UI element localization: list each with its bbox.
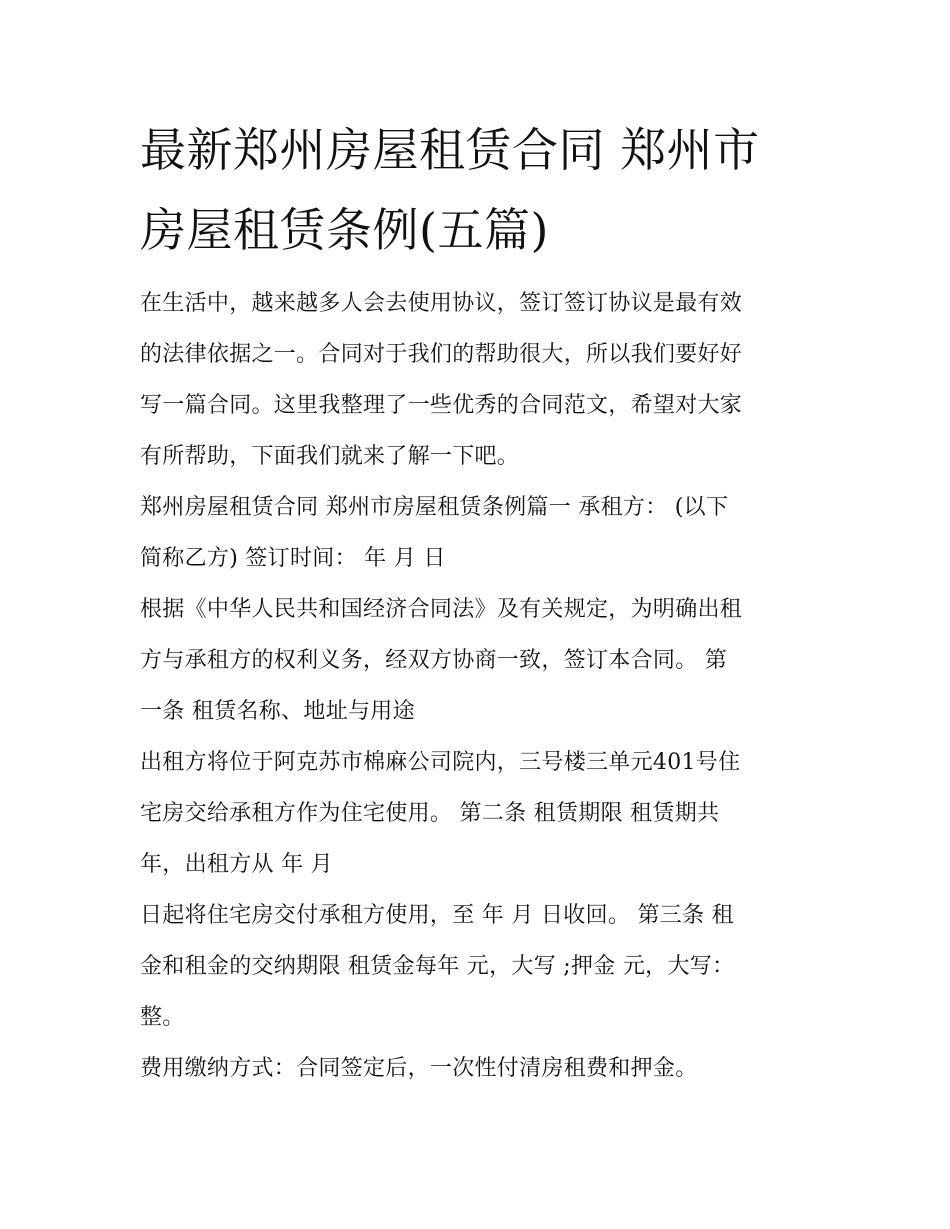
- text-line: 写一篇合同。这里我整理了一些优秀的合同范文，希望对大家: [140, 393, 743, 418]
- title-line-2: 房屋租赁条例(五篇): [140, 203, 549, 257]
- text-line: 简称乙方) 签订时间： 年 月 日: [140, 546, 446, 571]
- paragraph-basis: [140, 584, 820, 737]
- text-line: 一条 租赁名称、地址与用途: [140, 699, 415, 724]
- text-line: 的法律依据之一。合同对于我们的帮助很大，所以我们要好好: [140, 342, 743, 367]
- text-line: 费用缴纳方式：合同签定后，一次性付清房租费和押金。: [140, 1056, 698, 1081]
- document-title: [140, 110, 820, 270]
- paragraph-payment: [140, 1043, 820, 1094]
- text-line: 在生活中，越来越多人会去使用协议，签订签订协议是最有效: [140, 291, 743, 316]
- text-line: 出租方将位于阿克苏市棉麻公司院内，三号楼三单元401号住: [140, 750, 741, 775]
- paragraph-premises: [140, 737, 820, 890]
- title-line-1: 最新郑州房屋租赁合同 郑州市: [140, 123, 760, 177]
- text-line: 宅房交给承租方作为住宅使用。 第二条 租赁期限 租赁期共: [140, 801, 720, 826]
- text-line: 有所帮助，下面我们就来了解一下吧。: [140, 444, 520, 469]
- text-line: 郑州房屋租赁合同 郑州市房屋租赁条例篇一 承租方： (以下: [140, 495, 729, 520]
- paragraph-heading-part1: [140, 482, 820, 584]
- paragraph-term-rent: [140, 890, 820, 1043]
- text-line: 整。: [140, 1005, 185, 1030]
- text-line: 日起将住宅房交付承租方使用，至 年 月 日收回。 第三条 租: [140, 903, 734, 928]
- paragraph-intro: [140, 278, 820, 482]
- text-line: 根据《中华人民共和国经济合同法》及有关规定，为明确出租: [140, 597, 743, 622]
- text-line: 金和租金的交纳期限 租赁金每年 元，大写 ;押金 元，大写：: [140, 954, 735, 979]
- document-body: [140, 278, 820, 1094]
- text-line: 年，出租方从 年 月: [140, 852, 333, 877]
- text-line: 方与承租方的权利义务，经双方协商一致，签订本合同。 第: [140, 648, 728, 673]
